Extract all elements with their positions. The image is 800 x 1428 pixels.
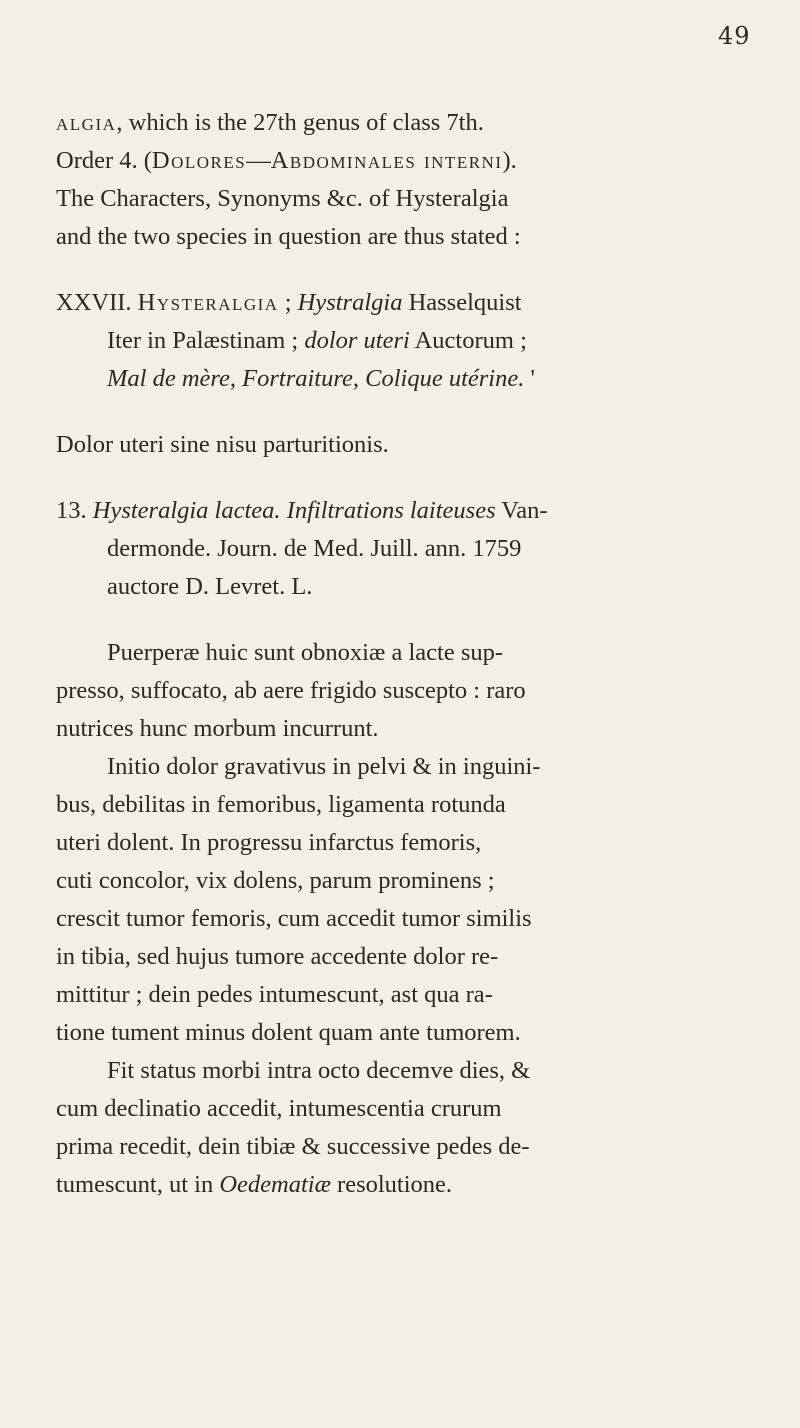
text-run: cuti concolor, vix dolens, parum prominens ; — [56, 867, 495, 894]
text-run: — — [246, 147, 271, 174]
text-run: ; — [278, 289, 298, 316]
text-run: Hysteralgia lactea. Infiltrations laiteuses — [92, 497, 496, 524]
text-line — [56, 710, 756, 748]
text-run: Van- — [495, 497, 548, 524]
text-line — [56, 142, 756, 180]
text-run: Hasselquist — [402, 289, 522, 316]
text-run: nutrices hunc morbum incurrunt. — [56, 715, 379, 742]
text-line — [56, 1014, 756, 1052]
text-run: prima recedit, dein tibiæ & successive pedes de- — [56, 1133, 530, 1160]
text-run: Dolor uteri sine nisu parturitionis. — [56, 431, 389, 458]
text-line — [56, 862, 756, 900]
text-line — [56, 180, 756, 218]
text-line — [56, 530, 756, 568]
text-run: in tibia, sed hujus tumore accedente dolor re- — [56, 943, 499, 970]
text-run: XXVII. — [56, 289, 138, 316]
text-run: dermonde. Journ. de Med. Juill. ann. 1759 — [107, 535, 522, 562]
text-line — [56, 322, 756, 360]
text-run: Iter in Palæstinam ; — [107, 327, 305, 354]
text-run: cum declinatio accedit, intumescentia crurum — [56, 1095, 502, 1122]
text-line — [56, 976, 756, 1014]
text-run: Auctorum ; — [409, 327, 527, 354]
text-run: ' — [524, 365, 535, 392]
text-line — [56, 824, 756, 862]
text-run: Hysteralgia — [137, 289, 279, 316]
text-line — [56, 900, 756, 938]
text-run: ). — [502, 147, 517, 174]
text-line — [56, 1166, 756, 1204]
text-run: resolutione. — [330, 1171, 453, 1198]
text-run: mittitur ; dein pedes intumescunt, ast qua ra- — [56, 981, 493, 1008]
text-line — [56, 492, 756, 530]
text-run: Fit status morbi intra octo decemve dies, & — [107, 1057, 531, 1084]
paragraph-gap — [56, 606, 756, 634]
text-line — [56, 672, 756, 710]
text-line — [56, 568, 756, 606]
text-line — [56, 1090, 756, 1128]
text-run: tione tument minus dolent quam ante tumorem. — [56, 1019, 521, 1046]
text-line — [56, 218, 756, 256]
text-run: Initio dolor gravativus in pelvi & in inguini- — [107, 753, 541, 780]
text-line — [56, 748, 756, 786]
text-line — [56, 938, 756, 976]
text-run: crescit tumor femoris, cum accedit tumor similis — [56, 905, 532, 932]
text-run: The Characters, Synonyms &c. of Hysteralgia — [56, 185, 509, 212]
text-run: Hystralgia — [297, 289, 403, 316]
text-line — [56, 634, 756, 672]
text-run: Abdominales interni — [270, 147, 503, 174]
text-run: uteri dolent. In progressu infarctus femoris, — [56, 829, 482, 856]
text-run: presso, suffocato, ab aere frigido suscepto : raro — [56, 677, 526, 704]
page-number: 49 — [718, 22, 751, 50]
text-run: Order 4. ( — [56, 147, 152, 174]
text-line — [56, 284, 756, 322]
text-line — [56, 1052, 756, 1090]
paragraph-gap — [56, 398, 756, 426]
text-run: Dolores — [151, 147, 247, 174]
text-run: , which is the 27th genus of class 7th. — [116, 109, 484, 136]
text-run: auctore D. Levret. L. — [107, 573, 313, 600]
text-line — [56, 360, 756, 398]
text-run: algia — [56, 109, 117, 136]
text-line — [56, 426, 756, 464]
text-run: bus, debilitas in femoribus, ligamenta rotunda — [56, 791, 506, 818]
text-run: Puerperæ huic sunt obnoxiæ a lacte sup- — [107, 639, 504, 666]
text-run: dolor uteri — [304, 327, 410, 354]
paragraph-gap — [56, 464, 756, 492]
paragraph-gap — [56, 256, 756, 284]
text-line — [56, 1128, 756, 1166]
text-run: 13. — [56, 497, 93, 524]
text-run: and the two species in question are thus stated : — [56, 223, 521, 250]
text-line — [56, 786, 756, 824]
text-run: Mal de mère, Fortraiture, Colique utérine. — [107, 365, 525, 392]
page-text — [56, 104, 756, 1204]
text-run: Oedematiæ — [219, 1171, 331, 1198]
text-run: tumescunt, ut in — [56, 1171, 220, 1198]
text-line — [56, 104, 756, 142]
